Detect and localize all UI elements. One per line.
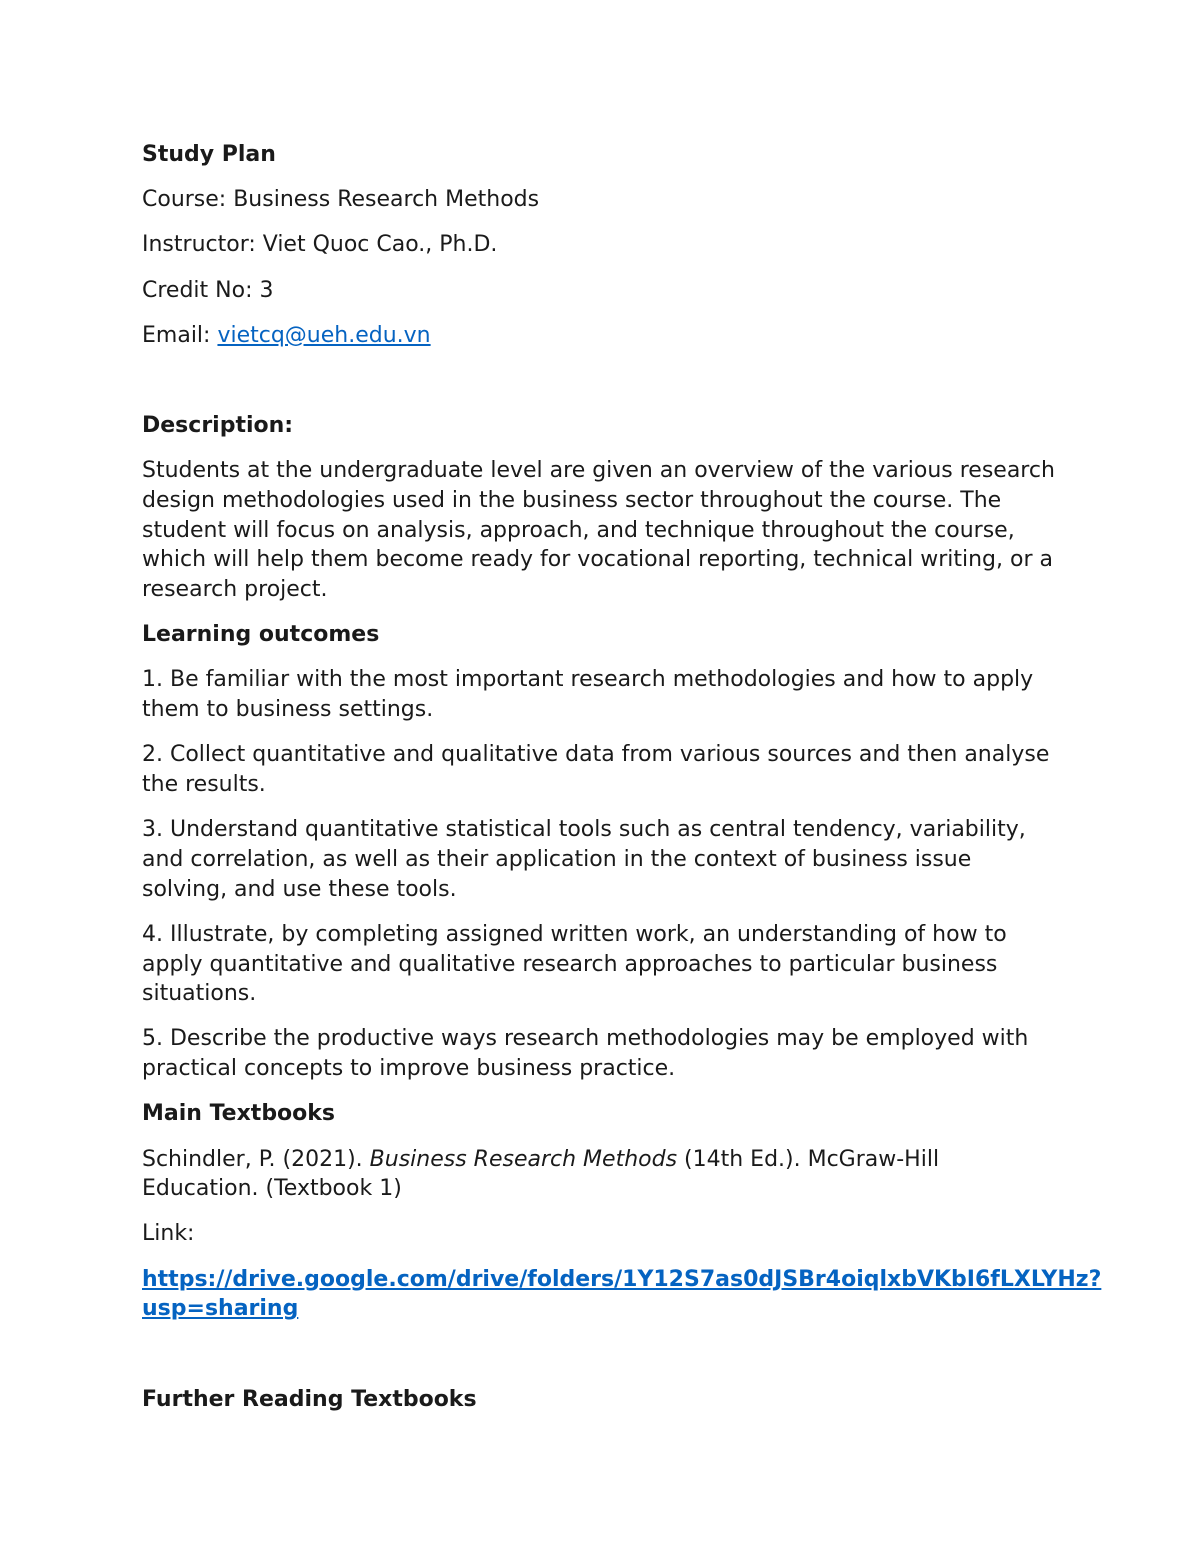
textbook-link-line2[interactable]: usp=sharing xyxy=(142,1296,299,1322)
outcome-item-3: 3. Understand quantitative statistical tools such as central tendency, variability, and correlation, as well as their application in the context of business issue solving, and use these tools. xyxy=(142,817,1026,902)
textbook-link[interactable] xyxy=(142,1265,1102,1324)
outcome-item-1: 1. Be familiar with the most important research methodologies and how to apply them to business settings. xyxy=(142,667,1034,723)
citation-details: (14th Ed.). McGraw-Hill Education. (Textbook 1) xyxy=(142,1146,940,1202)
textbooks-heading: Main Textbooks xyxy=(142,1101,336,1127)
citation-author: Schindler, P. (2021). xyxy=(142,1146,370,1172)
credit-line: Credit No: 3 xyxy=(142,277,274,303)
email-line xyxy=(142,321,1062,351)
citation-title: Business Research Methods xyxy=(369,1146,678,1172)
email-link[interactable]: vietcq@ueh.edu.vn xyxy=(217,322,431,348)
outcome-item-4: 4. Illustrate, by completing assigned written work, an understanding of how to apply quantitative and qualitative research approaches to particular business situations. xyxy=(142,921,1007,1007)
further-reading-heading: Further Reading Textbooks xyxy=(142,1386,477,1412)
description-text: Students at the undergraduate level are given an overview of the various research design methodologies used in the business sector throughout the course. The student will focus on analysis, approach, and technique throughout the course, which will help them become ready for vocational reporting, technical writing, or a research project. xyxy=(142,458,1055,603)
course-line: Course: Business Research Methods xyxy=(142,187,540,213)
page-title: Study Plan xyxy=(142,142,276,167)
document-page xyxy=(142,140,1102,1430)
email-label: Email: xyxy=(142,322,218,348)
instructor-line: Instructor: Viet Quoc Cao., Ph.D. xyxy=(142,232,498,258)
outcome-item-5: 5. Describe the productive ways research methodologies may be employed with practical concepts to improve business practice. xyxy=(142,1026,1029,1082)
outcomes-heading: Learning outcomes xyxy=(142,622,380,648)
spacer xyxy=(142,1340,1062,1385)
description-heading: Description: xyxy=(142,413,294,439)
textbook-link-line1[interactable]: https://drive.google.com/drive/folders/1Y12S7as0dJSBr4oiqlxbVKbI6fLXLYHz? xyxy=(142,1266,1102,1292)
link-label: Link: xyxy=(142,1221,195,1247)
spacer xyxy=(142,366,1062,411)
textbook-citation xyxy=(142,1145,1062,1204)
outcome-item-2: 2. Collect quantitative and qualitative data from various sources and then analyse the results. xyxy=(142,742,1050,798)
